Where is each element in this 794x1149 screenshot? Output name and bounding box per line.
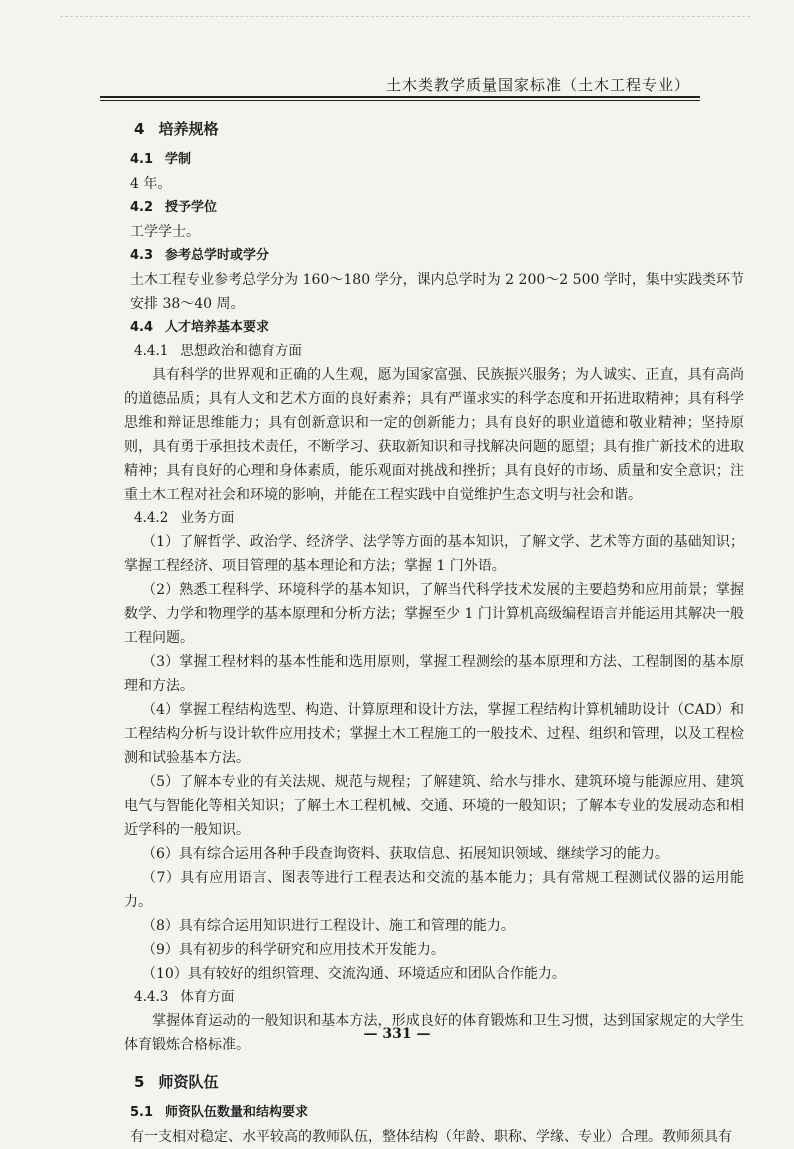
subsubsection-heading-4-4-2 (124, 507, 744, 530)
running-header: 土木类教学质量国家标准（土木工程专业） (385, 76, 690, 94)
subsubsection-title: 业务方面 (180, 510, 235, 526)
subsection-title: 授予学位 (165, 200, 218, 215)
list-item: （4）掌握工程结构选型、构造、计算原理和设计方法，掌握工程结构计算机辅助设计（CAD）和工程结构分析与设计软件应用技术；掌握土木工程施工的一般技术、过程、组织和管理，以及工程检测和试验基本方法。 (124, 702, 744, 766)
subsection-title: 人才培养基本要求 (165, 320, 270, 335)
subsection-number: 5.1 (130, 1105, 154, 1120)
list-item: （8）具有综合运用知识进行工程设计、施工和管理的能力。 (142, 918, 515, 934)
header-rule (100, 96, 700, 98)
subsection-title: 参考总学时或学分 (165, 248, 270, 263)
section-heading-4 (124, 114, 744, 148)
subsubsection-title: 体育方面 (180, 989, 235, 1005)
list-item: （10）具有较好的组织管理、交流沟通、环境适应和团队合作能力。 (142, 966, 566, 982)
subsection-number: 4.4 (130, 320, 154, 335)
subsection-heading-4-3 (124, 244, 744, 268)
paragraph-4-3: 土木工程专业参考总学分为 160～180 学分，课内总学时为 2 200～2 500 学时，集中实践类环节安排 38～40 周。 (130, 272, 744, 312)
subsection-heading-5-1 (124, 1101, 744, 1125)
paragraph-4-4-1: 具有科学的世界观和正确的人生观，愿为国家富强、民族振兴服务；为人诚实、正直，具有高尚的道德品质；具有人文和艺术方面的良好素养；具有严谨求实的科学态度和开拓进取精神；具有科学思维和辩证思维能力；具有创新意识和一定的创新能力；具有良好的职业道德和敬业精神；坚持原则，具有勇于承担技术责任，不断学习、获取新知识和寻找解决问题的愿望；具有推广新技术的进取精神；具有良好的心理和身体素质，能乐观面对挑战和挫折；具有良好的市场、质量和安全意识；注重土木工程对社会和环境的影响，并能在工程实践中自觉维护生态文明与社会和谐。 (124, 367, 744, 503)
scan-edge-noise (60, 16, 750, 20)
subsection-title: 师资队伍数量和结构要求 (165, 1105, 309, 1120)
list-item: （3）掌握工程材料的基本性能和选用原则，掌握工程测绘的基本原理和方法、工程制图的基本原理和方法。 (124, 654, 744, 694)
section-number: 5 (134, 1073, 145, 1091)
subsubsection-heading-4-4-3 (124, 986, 744, 1009)
paragraph-4-1: 4 年。 (130, 176, 172, 192)
subsection-number: 4.1 (130, 152, 154, 167)
subsubsection-number: 4.4.3 (134, 989, 169, 1005)
subsection-heading-4-1 (124, 148, 744, 172)
section-heading-5 (124, 1067, 744, 1101)
subsection-number: 4.2 (130, 200, 154, 215)
subsection-title: 学制 (165, 152, 192, 167)
subsection-heading-4-4 (124, 316, 744, 340)
paragraph-4-4-3: 掌握体育运动的一般知识和基本方法，形成良好的体育锻炼和卫生习惯，达到国家规定的大学生体育锻炼合格标准。 (124, 1013, 744, 1053)
subsection-heading-4-2 (124, 196, 744, 220)
list-item: （7）具有应用语言、图表等进行工程表达和交流的基本能力；具有常规工程测试仪器的运用能力。 (124, 870, 744, 910)
list-item: （2）熟悉工程科学、环境科学的基本知识，了解当代科学技术发展的主要趋势和应用前景；掌握数学、力学和物理学的基本原理和分析方法；掌握至少 1 门计算机高级编程语言并能运用其解决一般工程问题。 (124, 582, 744, 646)
page-number: — 331 — (363, 1026, 431, 1042)
list-item: （5）了解本专业的有关法规、规范与规程；了解建筑、给水与排水、建筑环境与能源应用、建筑电气与智能化等相关知识；了解土木工程机械、交通、环境的一般知识；了解本专业的发展动态和相近学科的一般知识。 (124, 774, 744, 838)
list-item: （9）具有初步的科学研究和应用技术开发能力。 (142, 942, 445, 958)
subsubsection-title: 思想政治和德育方面 (180, 343, 302, 359)
section-number: 4 (134, 120, 145, 138)
list-item: （1）了解哲学、政治学、经济学、法学等方面的基本知识，了解文学、艺术等方面的基础知识；掌握工程经济、项目管理的基本理论和方法；掌握 1 门外语。 (124, 534, 744, 574)
header-rule-thin (100, 100, 700, 101)
subsubsection-number: 4.4.1 (134, 343, 169, 359)
paragraph-5-1: 有一支相对稳定、水平较高的教师队伍，整体结构（年龄、职称、学缘、专业）合理。教师须具有 (130, 1129, 732, 1145)
subsubsection-number: 4.4.2 (134, 510, 169, 526)
section-title: 培养规格 (158, 120, 219, 138)
main-content (124, 114, 744, 1149)
list-item: （6）具有综合运用各种手段查询资料、获取信息、拓展知识领域、继续学习的能力。 (142, 846, 669, 862)
subsection-number: 4.3 (130, 248, 154, 263)
subsubsection-heading-4-4-1 (124, 340, 744, 363)
paragraph-4-2: 工学学士。 (130, 224, 200, 240)
section-title: 师资队伍 (158, 1073, 219, 1091)
